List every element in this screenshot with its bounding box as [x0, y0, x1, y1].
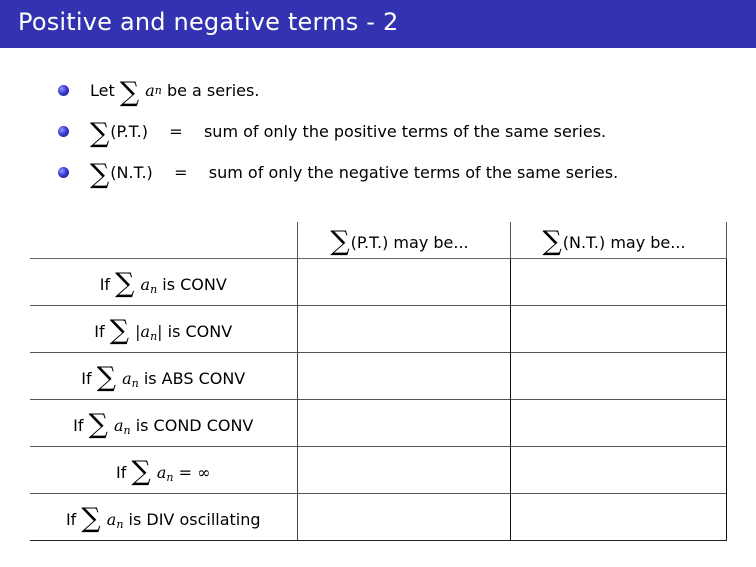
math-var: a — [122, 368, 132, 388]
cell-positive-terms[interactable] — [297, 258, 510, 305]
cell-positive-terms[interactable] — [297, 399, 510, 446]
row-label — [30, 258, 297, 305]
row-prefix: If — [94, 321, 105, 341]
header-text: may be... — [610, 233, 686, 253]
math-subscript: n — [116, 517, 124, 531]
row-prefix: If — [65, 509, 77, 529]
sigma-symbol: ∑ — [81, 502, 101, 534]
row-text: is DIV oscillating — [128, 509, 261, 529]
header-term: (P.T.) — [350, 233, 389, 253]
sigma-symbol: ∑ — [542, 226, 562, 258]
sigma-symbol: ∑ — [90, 158, 110, 190]
sigma-symbol: ∑ — [109, 314, 130, 346]
math-var: a — [156, 462, 167, 482]
slide-title: Positive and negative terms - 2 — [18, 8, 399, 36]
row-prefix: If — [73, 415, 84, 435]
bullet-ball-icon — [58, 167, 69, 178]
sigma-symbol: ∑ — [119, 76, 140, 108]
row-label — [30, 305, 297, 352]
cell-positive-terms[interactable] — [297, 305, 510, 352]
bullet-ball-icon — [58, 126, 69, 137]
bullet-term: (P.T.) — [110, 121, 148, 141]
math-var: a — [140, 274, 151, 294]
header-positive-terms — [297, 222, 510, 258]
table-row — [30, 258, 726, 305]
cell-positive-terms[interactable] — [297, 493, 510, 540]
abs-bar: | — [135, 321, 141, 341]
equals-sign: = — [169, 121, 183, 141]
row-label — [30, 493, 297, 540]
row-label — [30, 446, 297, 493]
cell-negative-terms[interactable] — [510, 352, 726, 399]
bullet-prefix: Let — [90, 80, 115, 100]
math-subscript: n — [150, 329, 158, 343]
bullet-term: (N.T.) — [110, 162, 153, 182]
row-label — [30, 352, 297, 399]
bullet-item — [58, 116, 607, 149]
row-label — [30, 399, 297, 446]
math-subscript: n — [131, 376, 139, 390]
cell-negative-terms[interactable] — [510, 446, 726, 493]
math-var: a — [106, 509, 117, 529]
table-row — [30, 352, 726, 399]
sigma-symbol: ∑ — [131, 455, 151, 487]
table-row — [30, 399, 726, 446]
header-text: may be... — [393, 233, 469, 253]
table-row — [30, 493, 726, 540]
cell-negative-terms[interactable] — [510, 399, 726, 446]
row-prefix: If — [116, 462, 127, 482]
sigma-symbol: ∑ — [115, 267, 135, 299]
row-text: is CONV — [162, 274, 227, 294]
math-subscript: n — [166, 470, 174, 484]
sigma-symbol: ∑ — [88, 408, 108, 440]
row-prefix: If — [81, 368, 92, 388]
title-bar — [0, 0, 756, 48]
table-header-row — [30, 222, 726, 258]
equals-sign: = — [174, 162, 188, 182]
bullet-text: sum of only the negative terms of the same series. — [208, 162, 619, 182]
bullet-item — [58, 157, 619, 190]
math-subscript: n — [123, 423, 131, 437]
header-term: (N.T.) — [562, 233, 606, 253]
row-prefix: If — [99, 274, 111, 294]
sigma-symbol: ∑ — [96, 361, 116, 393]
cell-negative-terms[interactable] — [510, 305, 726, 352]
row-text: is ABS CONV — [143, 368, 246, 388]
sigma-symbol: ∑ — [90, 117, 110, 149]
table-row — [30, 305, 726, 352]
row-text: is COND CONV — [135, 415, 254, 435]
cell-positive-terms[interactable] — [297, 352, 510, 399]
math-subscript: n — [150, 282, 158, 296]
math-subscript: n — [154, 83, 162, 97]
abs-bar: | — [157, 321, 163, 341]
cell-positive-terms[interactable] — [297, 446, 510, 493]
cell-negative-terms[interactable] — [510, 493, 726, 540]
math-var: a — [140, 321, 151, 341]
sigma-symbol: ∑ — [330, 226, 350, 258]
bullet-ball-icon — [58, 85, 69, 96]
convergence-table — [30, 222, 727, 541]
bullet-item — [58, 75, 260, 108]
bullet-text: sum of only the positive terms of the same series. — [203, 121, 607, 141]
bullet-text: be a series. — [166, 80, 260, 100]
math-var: a — [113, 415, 124, 435]
math-var: a — [145, 80, 155, 100]
row-text: is CONV — [167, 321, 233, 341]
row-text: = ∞ — [178, 462, 211, 482]
table-corner — [30, 222, 297, 258]
cell-negative-terms[interactable] — [510, 258, 726, 305]
header-negative-terms — [510, 222, 726, 258]
table-row — [30, 446, 726, 493]
